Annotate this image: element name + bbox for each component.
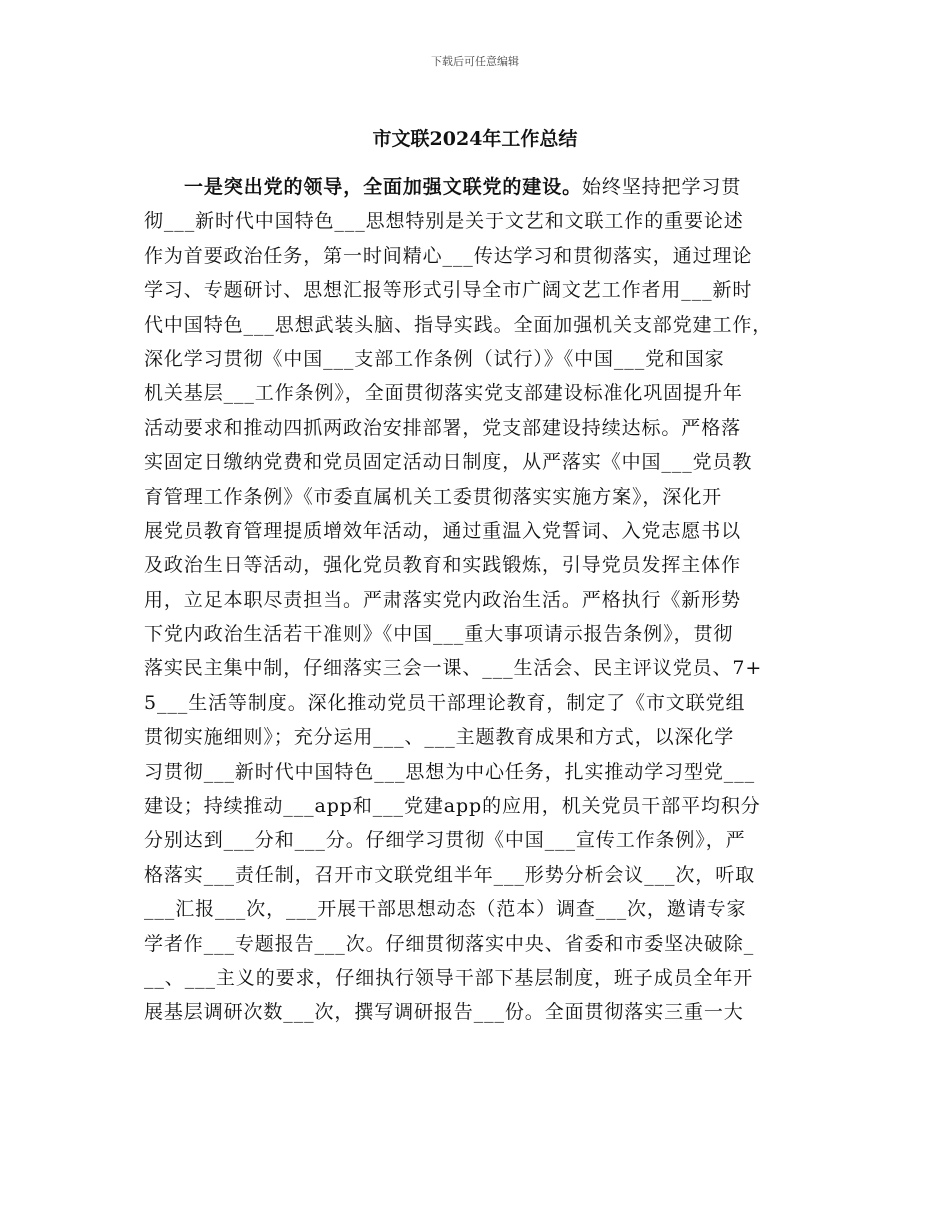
- paragraph-line: 深化学习贯彻《中国___支部工作条例（试行）》《中国___党和国家: [144, 347, 725, 370]
- paragraph-line: 学习、专题研讨、思想汇报等形式引导全市广阔文艺工作者用___新时: [144, 279, 753, 302]
- paragraph-line: 用，立足本职尽责担当。严肃落实党内政治生活。严格执行《新形势: [144, 588, 742, 611]
- paragraph-line: 习贯彻___新时代中国特色___思想为中心任务，扎实推动学习型党___: [144, 760, 756, 783]
- paragraph-line: 贯彻实施细则》；充分运用___、___主题教育成果和方式，以深化学: [144, 726, 735, 749]
- document-title: 市文联2024年工作总结: [372, 128, 578, 150]
- paragraph-line: 展基层调研次数___次，撰写调研报告___份。全面贯彻落实三重一大: [144, 1001, 744, 1024]
- paragraph-line: 学者作___专题报告___次。仔细贯彻落实中央、省委和市委坚决破除_: [144, 932, 755, 955]
- page-header-note: 下载后可任意编辑: [431, 55, 519, 68]
- paragraph-line-text: 始终坚持把学习贯: [582, 176, 742, 198]
- paragraph-line: [144, 170, 814, 204]
- paragraph-line: 落实民主集中制，仔细落实三会一课、___生活会、民主评议党员、7+: [144, 657, 763, 680]
- paragraph-line: 机关基层___工作条例》，全面贯彻落实党支部建设标准化巩固提升年: [144, 382, 743, 405]
- paragraph-line: 下党内政治生活若干准则》《中国___重大事项请示报告条例》，贯彻: [144, 623, 734, 646]
- paragraph-line: 作为首要政治任务，第一时间精心___传达学习和贯彻落实，通过理论: [144, 244, 753, 267]
- paragraph-line: 活动要求和推动四抓两政治安排部署，党支部建设持续达标。严格落: [144, 416, 742, 439]
- paragraph-line: 及政治生日等活动，强化党员教育和实践锻炼，引导党员发挥主体作: [144, 554, 742, 577]
- section-lead-heading: 一是突出党的领导，全面加强文联党的建设。: [184, 176, 583, 198]
- paragraph-line: 彻___新时代中国特色___思想特别是关于文艺和文联工作的重要论述: [144, 210, 744, 233]
- paragraph-line: 代中国特色___思想武装头脑、指导实践。全面加强机关支部党建工作，: [144, 313, 773, 336]
- paragraph-line: 建设；持续推动___app和___党建app的应用，机关党员干部平均积分: [144, 795, 761, 818]
- paragraph-line: 实固定日缴纳党费和党员固定活动日制度，从严落实《中国___党员教: [144, 451, 753, 474]
- paragraph-line: __、___主义的要求，仔细执行领导干部下基层制度，班子成员全年开: [144, 966, 754, 989]
- paragraph-line: 分别达到___分和___分。仔细学习贯彻《中国___宣传工作条例》，严: [144, 829, 746, 852]
- paragraph-line: 展党员教育管理提质增效年活动，通过重温入党誓词、入党志愿书以: [144, 519, 742, 542]
- paragraph-line: ___汇报___次，___开展干部思想动态（范本）调查___次，邀请专家: [144, 898, 747, 921]
- paragraph-line: 格落实___责任制，召开市文联党组半年___形势分析会议___次，听取: [144, 863, 756, 886]
- paragraph-line: 育管理工作条例》《市委直属机关工委贯彻落实实施方案》，深化开: [144, 485, 723, 508]
- document-body: [144, 170, 814, 1030]
- paragraph-line: 5___生活等制度。深化推动党员干部理论教育，制定了《市文联党组: [144, 691, 746, 714]
